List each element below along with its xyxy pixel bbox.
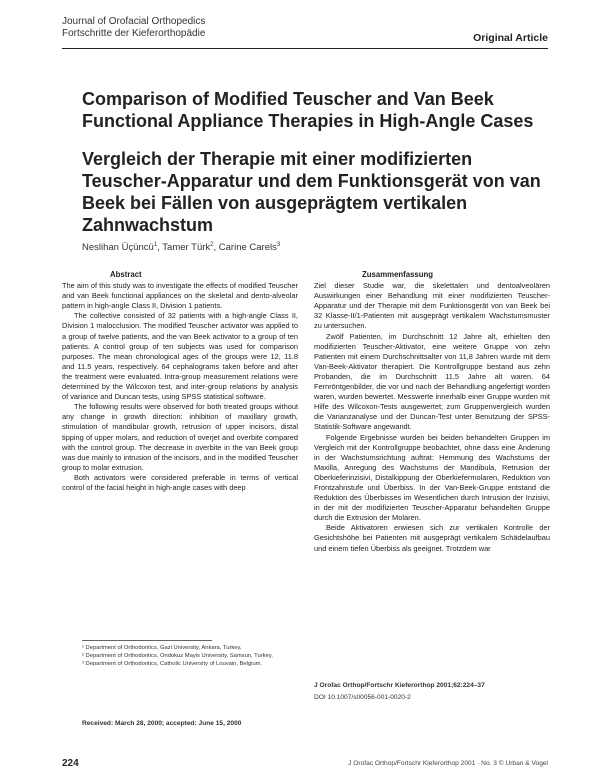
citation-block <box>314 680 485 704</box>
author: Carine Carels$^3$ <box>218 242 281 254</box>
journal-header <box>62 16 205 40</box>
footnote-rule <box>82 640 212 641</box>
zusammenfassung-paragraph: Ziel dieser Studie war, die skelettalen und dentoalveolären Auswirkungen einer Behandlung mit einer modifizierten Teuscher-Apparatur und der Therapie mit dem Funktionsgerät von van Beek bei 32 Klasse-II/1-Patienten mit ausgeprägt vertikalem Wachstumsmuster zu untersuchen. <box>314 281 550 331</box>
title-english: Comparison of Modified Teuscher and Van Beek Functional Appliance Therapies in High-Angle Cases <box>82 89 534 131</box>
zusammenfassung-column <box>314 270 550 554</box>
abstract-paragraph: The following results were observed for both treated groups without any change in growth direction: inhibition of maxillary growth, stimulation of mandibular growth, retrusion of upper incisors, distal tipping of upper molars, and reduction of overjet and overbite compared with the control group. The decrease in overbite in the van Beek group was due mainly to intrusion of the incisors, and in the modified Teuscher group to molar extrusion. <box>62 402 298 472</box>
article-type-label: Original Article <box>473 32 548 44</box>
journal-name-de: Fortschritte der Kieferorthopädie <box>62 28 206 39</box>
affiliation-footnote: ² Department of Orthodontics, Ondokuz Mayis University, Samsun, Turkey, <box>82 653 273 660</box>
author: Tamer Türk$^2$, <box>162 242 219 254</box>
abstract-paragraph: The collective consisted of 32 patients with a high-angle Class II, Division 1 malocclusion. The modified Teuscher activator was applied to a group of twelve patients, and the van Beek activator to a group of ten patients. A control group of ten subjects was used for comparison purposes. The mean chronological ages of the groups were 12, 11.8 and 11.5 years, respectively. 64 cephalograms taken before and after the treatment were evaluated. Intra-group measurement relations were determined by the Wilcoxon test, and inter-group relations by analysis of variance and Duncan tests, using SPSS statistical software. <box>62 311 298 402</box>
affiliation-footnote: ³ Department of Orthodontics, Catholic University of Louvain, Belgium. <box>82 661 263 668</box>
citation-journal: J Orofac Orthop/Fortschr Kieferorthop 2001;62:224–37 <box>314 682 485 689</box>
citation-doi[interactable]: DOI 10.1007/s00056-001-0020-2 <box>314 694 411 701</box>
author: Neslihan Üçüncü$^1$, <box>82 242 163 254</box>
abstract-column <box>62 270 298 493</box>
affiliation-footnotes <box>82 644 292 669</box>
author-list <box>82 242 280 253</box>
zusammenfassung-paragraph: Folgende Ergebnisse wurden bei beiden behandelten Gruppen im Vergleich mit der Kontrollgruppe beobachtet, ohne dass eine Änderung in der Wachstumsrichtung auftrat: Hemmung des Wachstums der Maxilla, Anregung des Wachstums der Mandibula, Retrusion der Oberkieferinzisivi, Distalkippung der Oberkiefermolaren, Reduktion von Frontzahnstufe und Überbiss. In der Van-Beek-Gruppe entstand die Reduktion des Überbisses im Wesentlichen durch Intrusion der Inzisivi, in der mit der modifizierten Teuscher-Apparatur behandelten Gruppe durch die Extrusion der Molaren. <box>314 432 550 523</box>
header-rule <box>62 48 548 49</box>
title-german: Vergleich der Therapie mit einer modifizierten Teuscher-Apparatur und dem Funktionsgerät von van Beek bei Fällen von ausgeprägtem vertikalen Zahnwachstum <box>82 149 541 235</box>
footer-journal-line: J Orofac Orthop/Fortschr Kieferorthop 2001 · No. 3 © Urban & Vogel <box>348 760 548 767</box>
received-dates: Received: March 28, 2000; accepted: June 15, 2000 <box>82 720 242 727</box>
zusammenfassung-paragraph: Zwölf Patienten, im Durchschnitt 12 Jahre alt, erhielten den modifizierten Teuscher-Aktivator, eine weitere Gruppe von zehn Patienten mit einem Durchschnittsalter von 11,8 Jahren wurde mit dem Van-Beek-Aktivator therapiert. Die Kontrollgruppe bestand aus zehn Probanden, die im Durchschnitt 11,5 Jahre alt waren. 64 Fernröntgenbilder, die vor und nach der Behandlung angefertigt worden waren, wurden bewertet. Messwerte innerhalb einer Gruppe wurden mit Hilfe des Wilcoxon-Tests ausgewertet; zum Gruppenvergleich wurden die Varianzanalyse und der Duncan-Test unter Benutzung der SPSS-Statistik-Software angewandt. <box>314 331 550 432</box>
zusammenfassung-paragraph: Beide Aktivatoren erwiesen sich zur vertikalen Kontrolle der Gesichtshöhe bei Patienten mit ausgeprägt vertikalem Schädelaufbau und einem tiefen Überbiss als geeignet. Trotzdem war <box>314 523 550 553</box>
page-number: 224 <box>62 758 79 769</box>
abstract-paragraph: The aim of this study was to investigate the effects of modified Teuscher and van Beek functional appliances on the skeletal and dento-alveolar pattern in high-angle Class II, Division 1 patients. <box>62 281 298 311</box>
affiliation-footnote: ¹ Department of Orthodontics, Gazi University, Ankara, Turkey, <box>82 645 242 651</box>
abstract-paragraph: Both activators were considered preferable in terms of vertical control of the facial height in high-angle cases with deep <box>62 472 298 492</box>
zusammenfassung-heading: Zusammenfassung <box>362 270 434 279</box>
journal-name-en: Journal of Orofacial Orthopedics <box>62 16 206 27</box>
abstract-heading: Abstract <box>110 270 142 279</box>
